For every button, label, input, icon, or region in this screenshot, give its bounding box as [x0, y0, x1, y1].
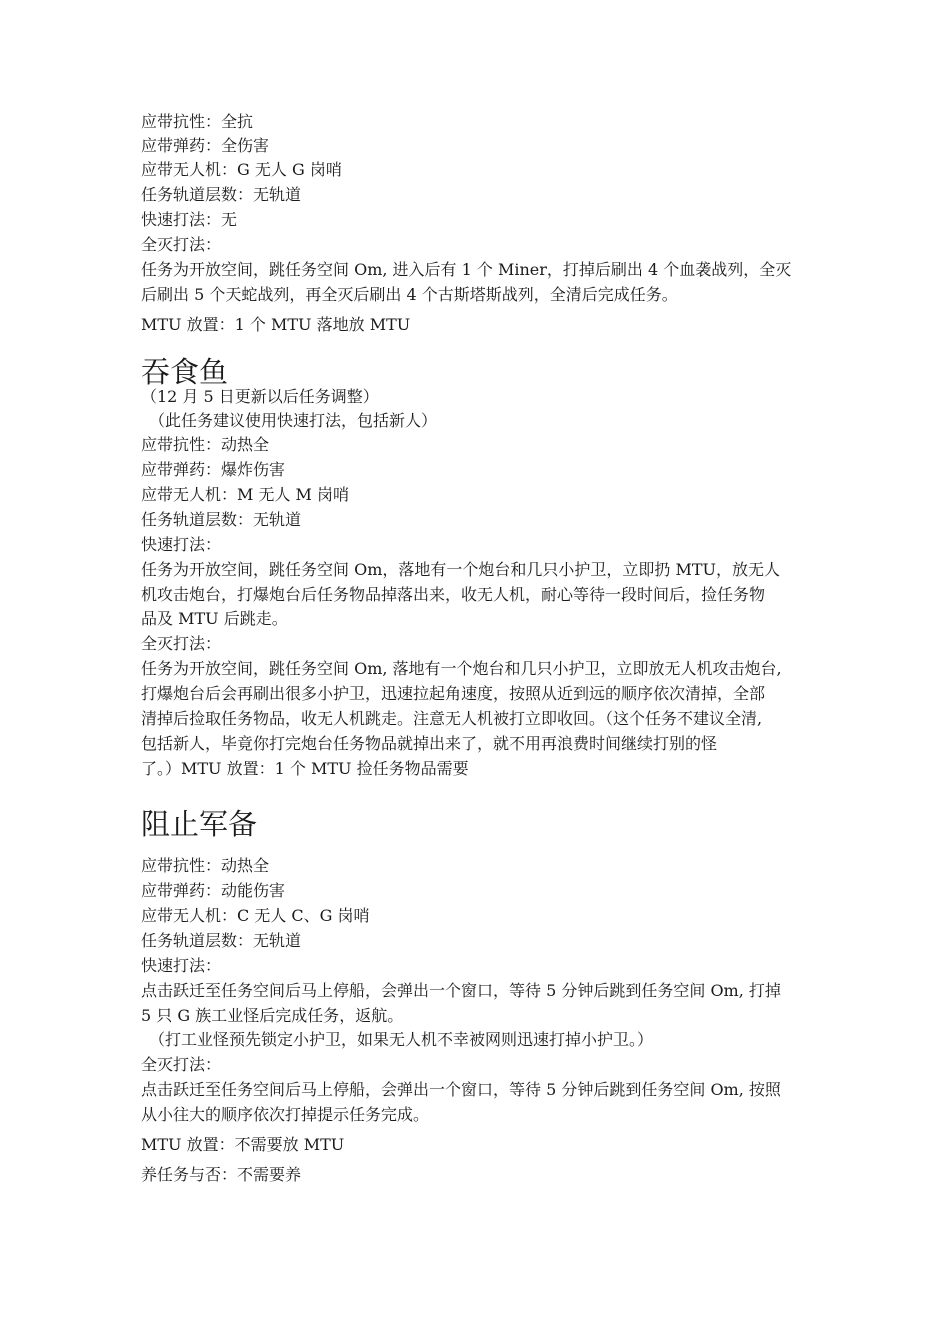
- paragraph-line: 打爆炮台后会再刷出很多小护卫，迅速拉起角速度，按照从近到远的顺序依次清掉，全部: [141, 684, 766, 703]
- resistance-line: 应带抗性：动热全: [141, 435, 270, 454]
- update-note: （12 月 5 日更新以后任务调整）: [141, 387, 379, 406]
- paragraph-line: 清掉后捡取任务物品，收无人机跳走。注意无人机被打立即收回。（这个任务不建议全清,: [141, 709, 763, 728]
- drone-line: 应带无人机：M 无人 M 岗哨: [141, 485, 350, 504]
- full-clear-label: 全灭打法：: [141, 1055, 222, 1074]
- section-heading-devourer: 吞食鱼: [141, 355, 229, 389]
- paragraph-line: 品及 MTU 后跳走。: [141, 609, 288, 628]
- quick-method-line: 快速打法：无: [141, 210, 238, 229]
- ammo-line: 应带弹药：爆炸伤害: [141, 460, 286, 479]
- section-heading-stop-armament: 阻止军备: [141, 807, 258, 841]
- paragraph-line: 任务为开放空间，跳任务空间 Om，落地有一个炮台和几只小护卫，立即扔 MTU，放无人: [141, 560, 781, 579]
- mtu-line: 了。）MTU 放置：1 个 MTU 捡任务物品需要: [141, 759, 469, 778]
- full-clear-label: 全灭打法：: [141, 634, 222, 653]
- drone-line: 应带无人机：C 无人 C、G 岗哨: [141, 906, 370, 925]
- ammo-line: 应带弹药：全伤害: [141, 136, 270, 155]
- paragraph-line: 点击跃迁至任务空间后马上停船，会弹出一个窗口，等待 5 分钟后跳到任务空间 Om, 按照: [141, 1080, 781, 1099]
- resistance-line: 应带抗性：动热全: [141, 856, 270, 875]
- orbit-line: 任务轨道层数：无轨道: [141, 185, 302, 204]
- orbit-line: 任务轨道层数：无轨道: [141, 510, 302, 529]
- quick-method-label: 快速打法：: [141, 956, 222, 975]
- paragraph-line: 任务为开放空间，跳任务空间 Om, 进入后有 1 个 Miner，打掉后刷出 4 个血袭战列，全灭: [141, 260, 792, 279]
- paragraph-line: 后刷出 5 个天蛇战列，再全灭后刷出 4 个古斯塔斯战列，全清后完成任务。: [141, 285, 678, 304]
- mtu-line: MTU 放置：不需要放 MTU: [141, 1135, 345, 1154]
- paragraph-line: 包括新人，毕竟你打完炮台任务物品就掉出来了，就不用再浪费时间继续打别的怪: [141, 734, 718, 753]
- mtu-line: MTU 放置：1 个 MTU 落地放 MTU: [141, 315, 411, 334]
- ammo-line: 应带弹药：动能伤害: [141, 881, 286, 900]
- paragraph-line: 5 只 G 族工业怪后完成任务，返航。: [141, 1006, 404, 1025]
- full-clear-label: 全灭打法：: [141, 235, 222, 254]
- drone-line: 应带无人机：G 无人 G 岗哨: [141, 160, 342, 179]
- paragraph-line: 任务为开放空间，跳任务空间 Om, 落地有一个炮台和几只小护卫，立即放无人机攻击炮台,: [141, 659, 782, 678]
- paragraph-line: 从小往大的顺序依次打掉提示任务完成。: [141, 1105, 430, 1124]
- tip-note: （打工业怪预先锁定小护卫，如果无人机不幸被网则迅速打掉小护卫。）: [149, 1030, 654, 1049]
- cultivate-line: 养任务与否：不需要养: [141, 1165, 302, 1184]
- paragraph-line: 点击跃迁至任务空间后马上停船，会弹出一个窗口，等待 5 分钟后跳到任务空间 Om, 打掉: [141, 981, 781, 1000]
- paragraph-line: 机攻击炮台，打爆炮台后任务物品掉落出来，收无人机，耐心等待一段时间后，捡任务物: [141, 585, 766, 604]
- advice-note: （此任务建议使用快速打法，包括新人）: [149, 411, 438, 430]
- quick-method-label: 快速打法：: [141, 535, 222, 554]
- resistance-line: 应带抗性：全抗: [141, 112, 254, 131]
- orbit-line: 任务轨道层数：无轨道: [141, 931, 302, 950]
